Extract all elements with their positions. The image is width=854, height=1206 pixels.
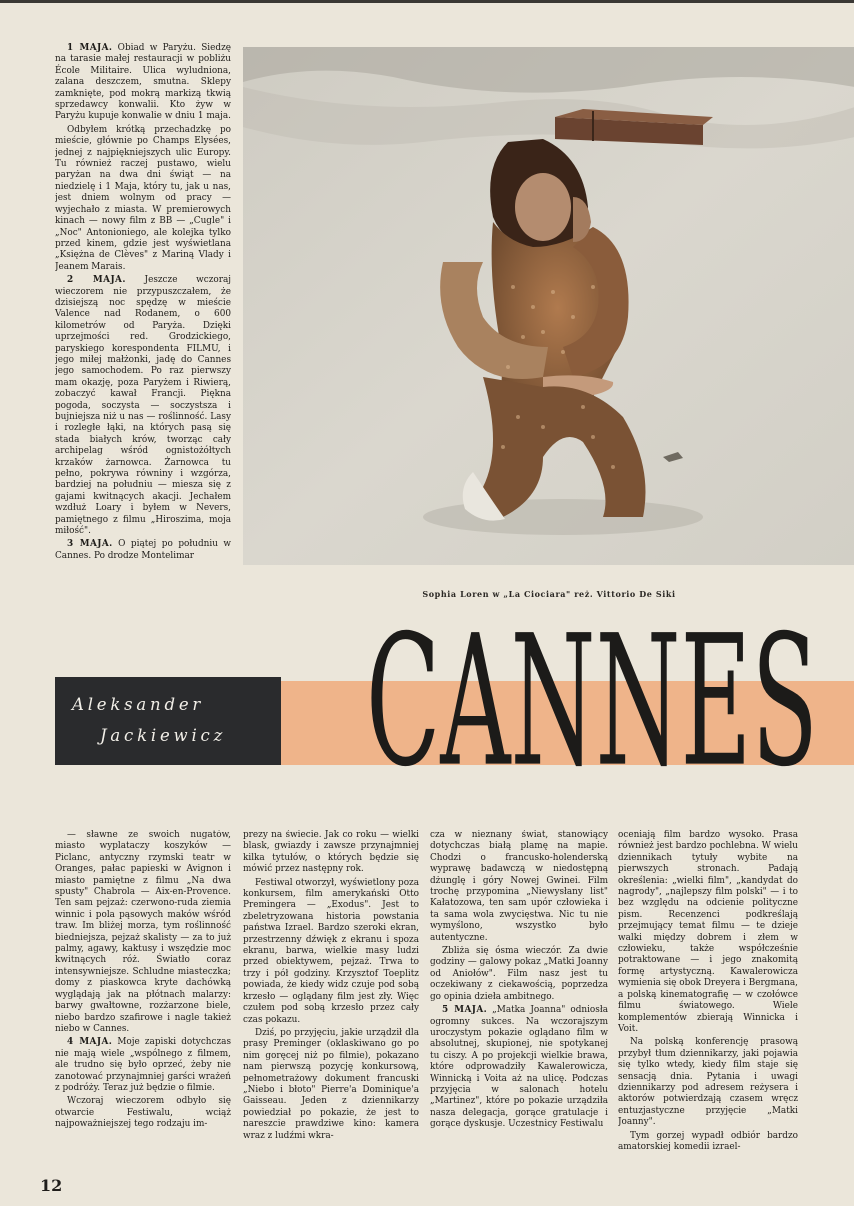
paragraph-text: Tym gorzej wypadł odbiór bardzo amatorskiej komedii izrael- [618,1130,798,1152]
paragraph-text: Dziś, po przyjęciu, jakie urządził dla prasy Preminger (oklaskiwano go po nim goręcej niż po filmie), pokazano nam pierwszą pozycję konkursową, pełnometrażowy dokument francuski „Niebo i błoto" Pierre'a Dominique'a Gaisseau. Jeden z dziennikarzy powiedział po pokazie, że jest to nareszcie prawdziwe kino: kamera wraz z ludźmi wkra- [243,1027,419,1141]
article-column-3 [243,830,419,1170]
paragraph [243,1028,419,1142]
diary-date: 5 MAJA. [442,1005,488,1016]
paragraph-text: Moje zapiski dotychczas nie mają wiele „wspólnego z filmem, ale trudno się było oprzeć, żeby nie zanotować przynajmniej garści wrażeń z podróży. Teraz już będzie o filmie. [55,1037,231,1093]
paragraph-text: Obiad w Paryżu. Siedzę na tarasie małej restauracji w pobliżu École Militaire. Ulica wyludniona, zalana deszczem, smutna. Sklepy zamknięte, pod mokrą markizą tkwią sprzedawcy konwalii. Kto żyw w Paryżu kupuje konwalie w dniu 1 maja. [55,43,231,122]
paragraph [243,878,419,1026]
article-column-1 [55,43,231,603]
paragraph-text: Na polską konferencję prasową przybył tłum dziennikarzy, jaki pojawia się tylko wtedy, kiedy film staje się sensacją dnia. Pytania i uwagi dziennikarzy pod adresem reżysera i aktorów potwierdzają czasem wręcz entuzjastyczne przyjęcie „Matki Joanny". [618,1037,798,1128]
author-box [55,677,281,765]
diary-date: 1 MAJA. [67,43,113,53]
paragraph-text: Wczoraj wieczorem odbyło się otwarcie Festiwalu, wciąż najpoważniejszej tego rodzaju im- [55,1096,231,1130]
article-column-5 [618,830,798,1170]
top-rule [0,0,854,3]
paragraph-text: Jeszcze wczoraj wieczorem nie przypuszczałem, że dzisiejszą noc spędzę w mieście Valence nad Rodanem, o 600 kilometrów od Paryża. Dzięki uprzejmości red. Grodzickiego, paryskiego korespondenta FILMU, i jego miłej małżonki, jadę do Cannes jego samochodem. Po raz pierwszy mam okazję, poza Paryżem i Riwierą, zobaczyć kawał Francji. Piękna pogoda, soczysta — soczystsza i bujniejsza niż u nas — roślinność. Lasy i rozległe łąki, na których pasą się stada białych krów, tworząc cały archipelag wśród ognistożółtych krzaków żarnowca. Żarnowca tu pełno, pokrywa równiny i wzgórza, bardziej na południu — miesza się z gajami kwitnących akacji. Jechałem wzdłuż Loary i byłem w Nevers, pamiętnego z filmu „Hiroszima, moja miłość". [55,275,231,537]
headline [366,616,854,816]
author-first-name: Aleksander [72,695,205,714]
paragraph [430,830,608,944]
paragraph-text: — sławne ze swoich nugatów, miasto wyplataczy koszyków — Piclanc, antyczny rzymski teatr w Oranges, pałac papieski w Avignon i miasto pamiętne z filmu „Na dwa spusty" Chabrola — Aix-en-Provence. Ten sam pejzaż: czerwono-ruda ziemia winnic i pola pąsowych maków wśród traw. Im bliżej morza, tym roślinność biedniejsza, pejzaż skalisty — za to już palmy, agawy, kaktusy i wszędzie moc kwitnących róż. Światło coraz intensywniejsze. Schludne miasteczka; domy z piaskowca kryte dachówką wyglądają jak na płótnach malarzy: barwy gwałtowne, rozżarzone biele, niebo bardzo szafirowe i nagle takież niebo w Cannes. [55,830,231,1034]
photo-caption: Sophia Loren w „La Ciociara" reż. Vittorio De Siki [422,589,676,599]
headline-text: CANNES [366,616,818,807]
paragraph [430,946,608,1003]
paragraph-text: oceniają film bardzo wysoko. Prasa również jest bardzo pochlebna. W wielu dziennikach tytuły wybite na pierwszych stronach. Padają określenia: „wielki film", „kandydat do nagrody", „najlepszy film polski" — i to bez względu na odcienie polityczne pism. Recenzenci podkreślają przejmujący temat filmu — te dzieje walki między dobrem i złem w człowieku, także współcześnie potraktowane — i jego znakomitą formę artystyczną. Kawalerowicza wymienia się obok Dreyera i Bergmana, a polską kinematografię — w czołówce filmu światowego. Wiele komplementów zbierają Winnicka i Voit. [618,830,798,1034]
paragraph [55,1096,231,1130]
paragraph-text: cza w nieznany świat, stanowiący dotychczas białą plamę na mapie. Chodzi o francusko-holenderską wyprawę badawczą w niedostępną dżunglę i góry Nowej Gwinei. Film trochę przypomina „Niewysłany list" Kałatozowa, ten sam upór człowieka i ta sama wola zwycięstwa. Nic tu nie wymyślono, wszystko było autentyczne. [430,830,608,943]
paragraph-text: Festiwal otworzył, wyświetlony poza konkursem, film amerykański Otto Premingera — „Exodus". Jest to zbeletryzowana historia powstania państwa Izrael. Bardzo szeroki ekran, przestrzenny dźwięk z ekranu i spoza ekranu, barwa, wielkie masy ludzi przed obiektywem, pejzaż. Trwa to trzy i pół godziny. Krzysztof Toeplitz powiada, że kiedy widz czuje pod sobą krzesło — oglądany film jest zły. Więc czułem pod sobą krzesło przez cały czas pokazu. [243,877,419,1025]
paragraph [430,1005,608,1130]
paragraph [55,1037,231,1094]
film-still-photo [243,47,854,565]
paragraph [618,830,798,1035]
paragraph-text: Odbyłem krótką przechadzkę po mieście, głównie po Champs Elysées, jednej z najpiękniejszych ulic Europy. Tu również raczej pustawo, wielu paryżan na dwa dni świąt — na niedzielę i 1 Maja, który tu, jak u nas, jest dniem wolnym od pracy — wyjechało z miasta. W premierowych kinach — nowy film z BB — „Cugle" i „Noc" Antonioniego, ale kolejka tylko przed kinem, gdzie jest wyświetlana „Księżna de Clèves" z Mariną Vlady i Jeanem Marais. [55,124,231,272]
paragraph [618,1037,798,1128]
diary-date: 2 MAJA. [67,275,126,286]
paragraph [55,275,231,537]
diary-date: 3 MAJA. [67,539,113,550]
article-column-2 [55,830,231,1170]
paragraph-text: Zbliża się ósma wieczór. Za dwie godziny — galowy pokaz „Matki Joanny od Aniołów". Film nasz jest tu oczekiwany z ciekawością, poprzedza go opinia dzieła ambitnego. [430,946,608,1002]
paragraph-text: prezy na świecie. Jak co roku — wielki blask, gwiazdy i zawsze przynajmniej kilka tytułów, o których będzie się mówić przez następny rok. [243,830,419,875]
paragraph [55,539,231,562]
page-number: 12 [40,1176,63,1195]
paragraph [55,830,231,1035]
paragraph [243,830,419,876]
diary-date: 4 MAJA. [67,1037,113,1048]
article-column-4 [430,830,608,1170]
paragraph [55,43,231,123]
paragraph-text: „Matka Joanna" odniosła ogromny sukces. Na wczorajszym uroczystym pokazie oglądano film w absolutnej, skupionej, nie spotykanej tu ciszy. A po projekcji wielkie brawa, które odprowadziły Kawalerowicza, Winnicką i Voita aż na ulicę. Podczas przyjęcia w salonach hotelu „Martinez", które po pokazie urządziła nasza delegacja, gorące gratulacje i gorące dyskusje. Uczestnicy Festiwalu [430,1005,608,1130]
author-last-name: Jackiewicz [100,726,227,745]
paragraph [55,125,231,273]
paragraph-text: O piątej po południu w Cannes. Po drodze Montelimar [55,539,231,561]
paragraph [618,1131,798,1154]
